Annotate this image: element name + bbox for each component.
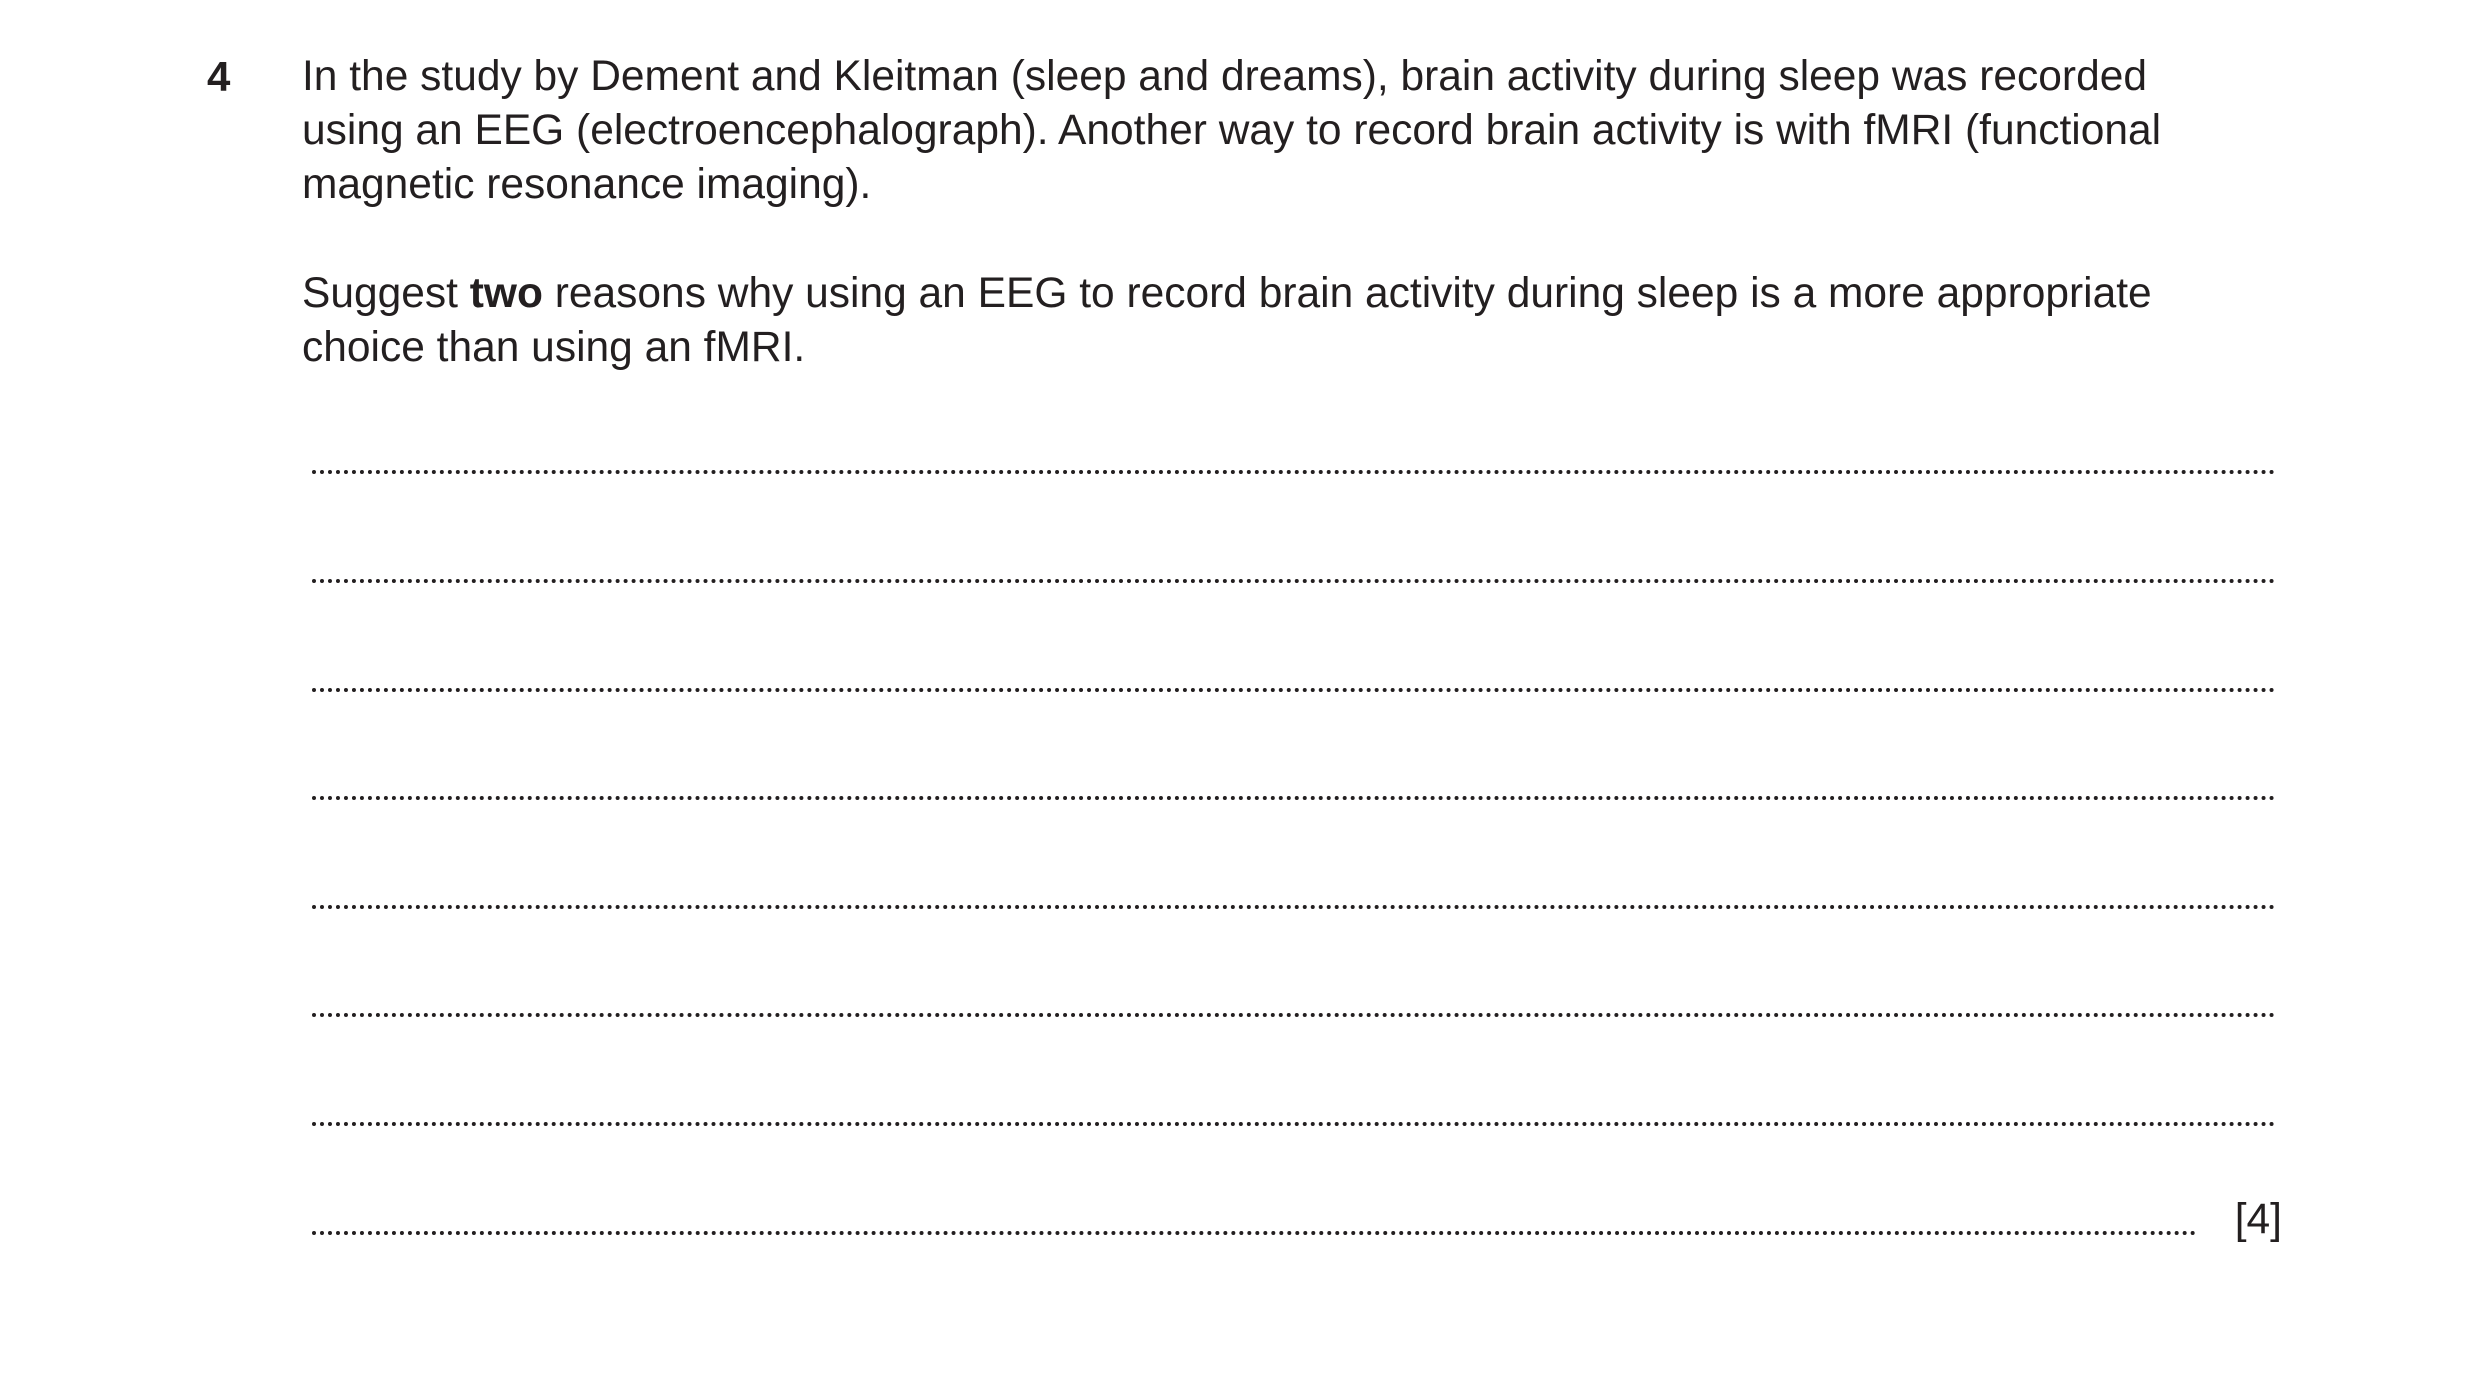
answer-line[interactable] xyxy=(312,579,2276,583)
stem-line-1: In the study by Dement and Kleitman (sleep and dreams), brain activity during sleep was recorded xyxy=(302,53,2147,100)
answer-line[interactable] xyxy=(312,796,2276,800)
answer-line[interactable] xyxy=(312,688,2276,692)
question-number: 4 xyxy=(207,53,231,100)
answer-line[interactable] xyxy=(312,905,2276,909)
instruction-emphasis: two xyxy=(469,270,543,317)
answer-area xyxy=(312,0,2282,1384)
stem-line-2: using an EEG (electroencephalograph). Another way to record brain activity is with fMRI (functional xyxy=(302,107,2162,154)
answer-line[interactable] xyxy=(312,1013,2276,1017)
instruction-prefix: Suggest xyxy=(302,270,470,317)
answer-line[interactable] xyxy=(312,470,2276,474)
instruction-rest: reasons why using an EEG to record brain activity during sleep is a more appropriate xyxy=(542,270,2152,317)
answer-line[interactable] xyxy=(312,1231,2197,1235)
instruction-line-2: choice than using an fMRI. xyxy=(302,324,806,371)
stem-line-3: magnetic resonance imaging). xyxy=(302,161,872,208)
answer-line[interactable] xyxy=(312,1122,2276,1126)
marks-label: [4] xyxy=(2234,1196,2282,1243)
